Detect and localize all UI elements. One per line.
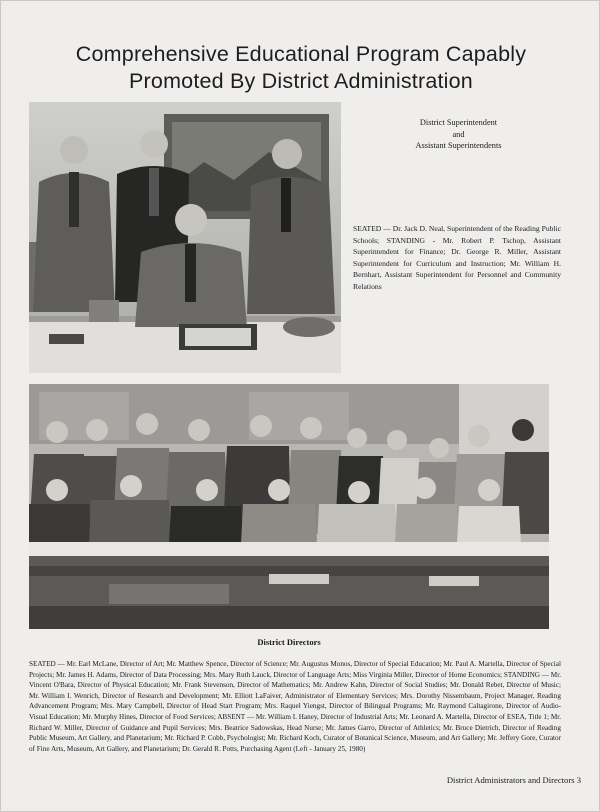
superintendents-photo-illustration [29,102,341,373]
top-photo-caption: SEATED — Dr. Jack D. Neal, Superintendent of the Reading Public Schools; STANDING - Mr. Robert P. Tschop, Assistant Superintendent for Finance; Dr. George R. Miller, Assistant Superintendent for Curriculum and Instruction; Mr. William H. Bernhart, Assistant Superintendent for Personnel and Community Relations [353,224,561,291]
page-title-line-2: Promoted By District Administration [129,69,473,93]
district-directors-photo-illustration [29,384,549,629]
district-directors-heading: District Directors [257,637,321,647]
footer-text: District Administrators and Directors [446,775,575,785]
district-directors-photo [29,384,549,629]
top-photo-heading-line-1: District Superintendent [419,118,498,127]
top-photo-heading-line-3: Assistant Superintendents [415,141,502,150]
page-footer [381,775,581,785]
page-number: 3 [576,775,581,785]
page-title [21,41,581,95]
district-directors-caption: SEATED — Mr. Earl McLane, Director of Art; Mr. Matthew Spence, Director of Science; Mr. Augustus Monos, Director of Special Education; Mr. Paul A. Martella, Director of Special Projects; Mr. James H. Adams, Director of Data Processing; Mrs. Mary Ruth Lauck, Director of Language Arts; Miss Virginia Miller, Director of Home Economics; STANDING — Mr. Vincent O'Bara, Director of Physical Education; Mr. Frank Stevenson, Director of Mathematics; Mr. Andrew Kahn, Director of Social Studies; Mr. Donald Rebet, Director of Music; Mr. William I. Wenrich, Director of Research and Development; Mr. Elliott LaFaiver, Administrator of Elementary Services; Mrs. Dorothy Nissembaum, Project Manager, Reading Advancement Program; Mrs. Mary Campbell, Director of Head Start Program; Mrs. Raquel Yiengst, Director of Bilingual Programs; Mr. Raymond Caltagirone, Director of Audio-Visual Education; Mr. Murphy Hines, Director of Food Services; ABSENT — Mr. William I. Haney, Director of Industrial Arts; Mr. Leonard A. Martella, Director of ESEA, Title 1; Mr. Richard W. Miller, Director of Guidance and Pupil Services; Mrs. Beatrice Sadowskas, Head Nurse; Mr. James Garro, Director of Athletics; Mr. Bruce Dietrich, Director of Reading Public Museum, Art Gallery, and Planetarium; Mr. Richard P. Cobb, Psychologist; Mr. Richard Koch, Curator of Botanical Science, Museum, and Art Gallery; Mr. Jeffery Gore, Curator of Fine Arts, Museum, Art Gallery, and Planetarium; Dr. Gerald R. Potts, Purchasing Agent (Left - January 25, 1980) [29,660,561,753]
top-photo-heading-line-2: and [452,129,465,139]
superintendents-photo [29,102,341,373]
top-photo-heading [381,117,536,152]
page-title-line-1: Comprehensive Educational Program Capably [75,42,527,66]
